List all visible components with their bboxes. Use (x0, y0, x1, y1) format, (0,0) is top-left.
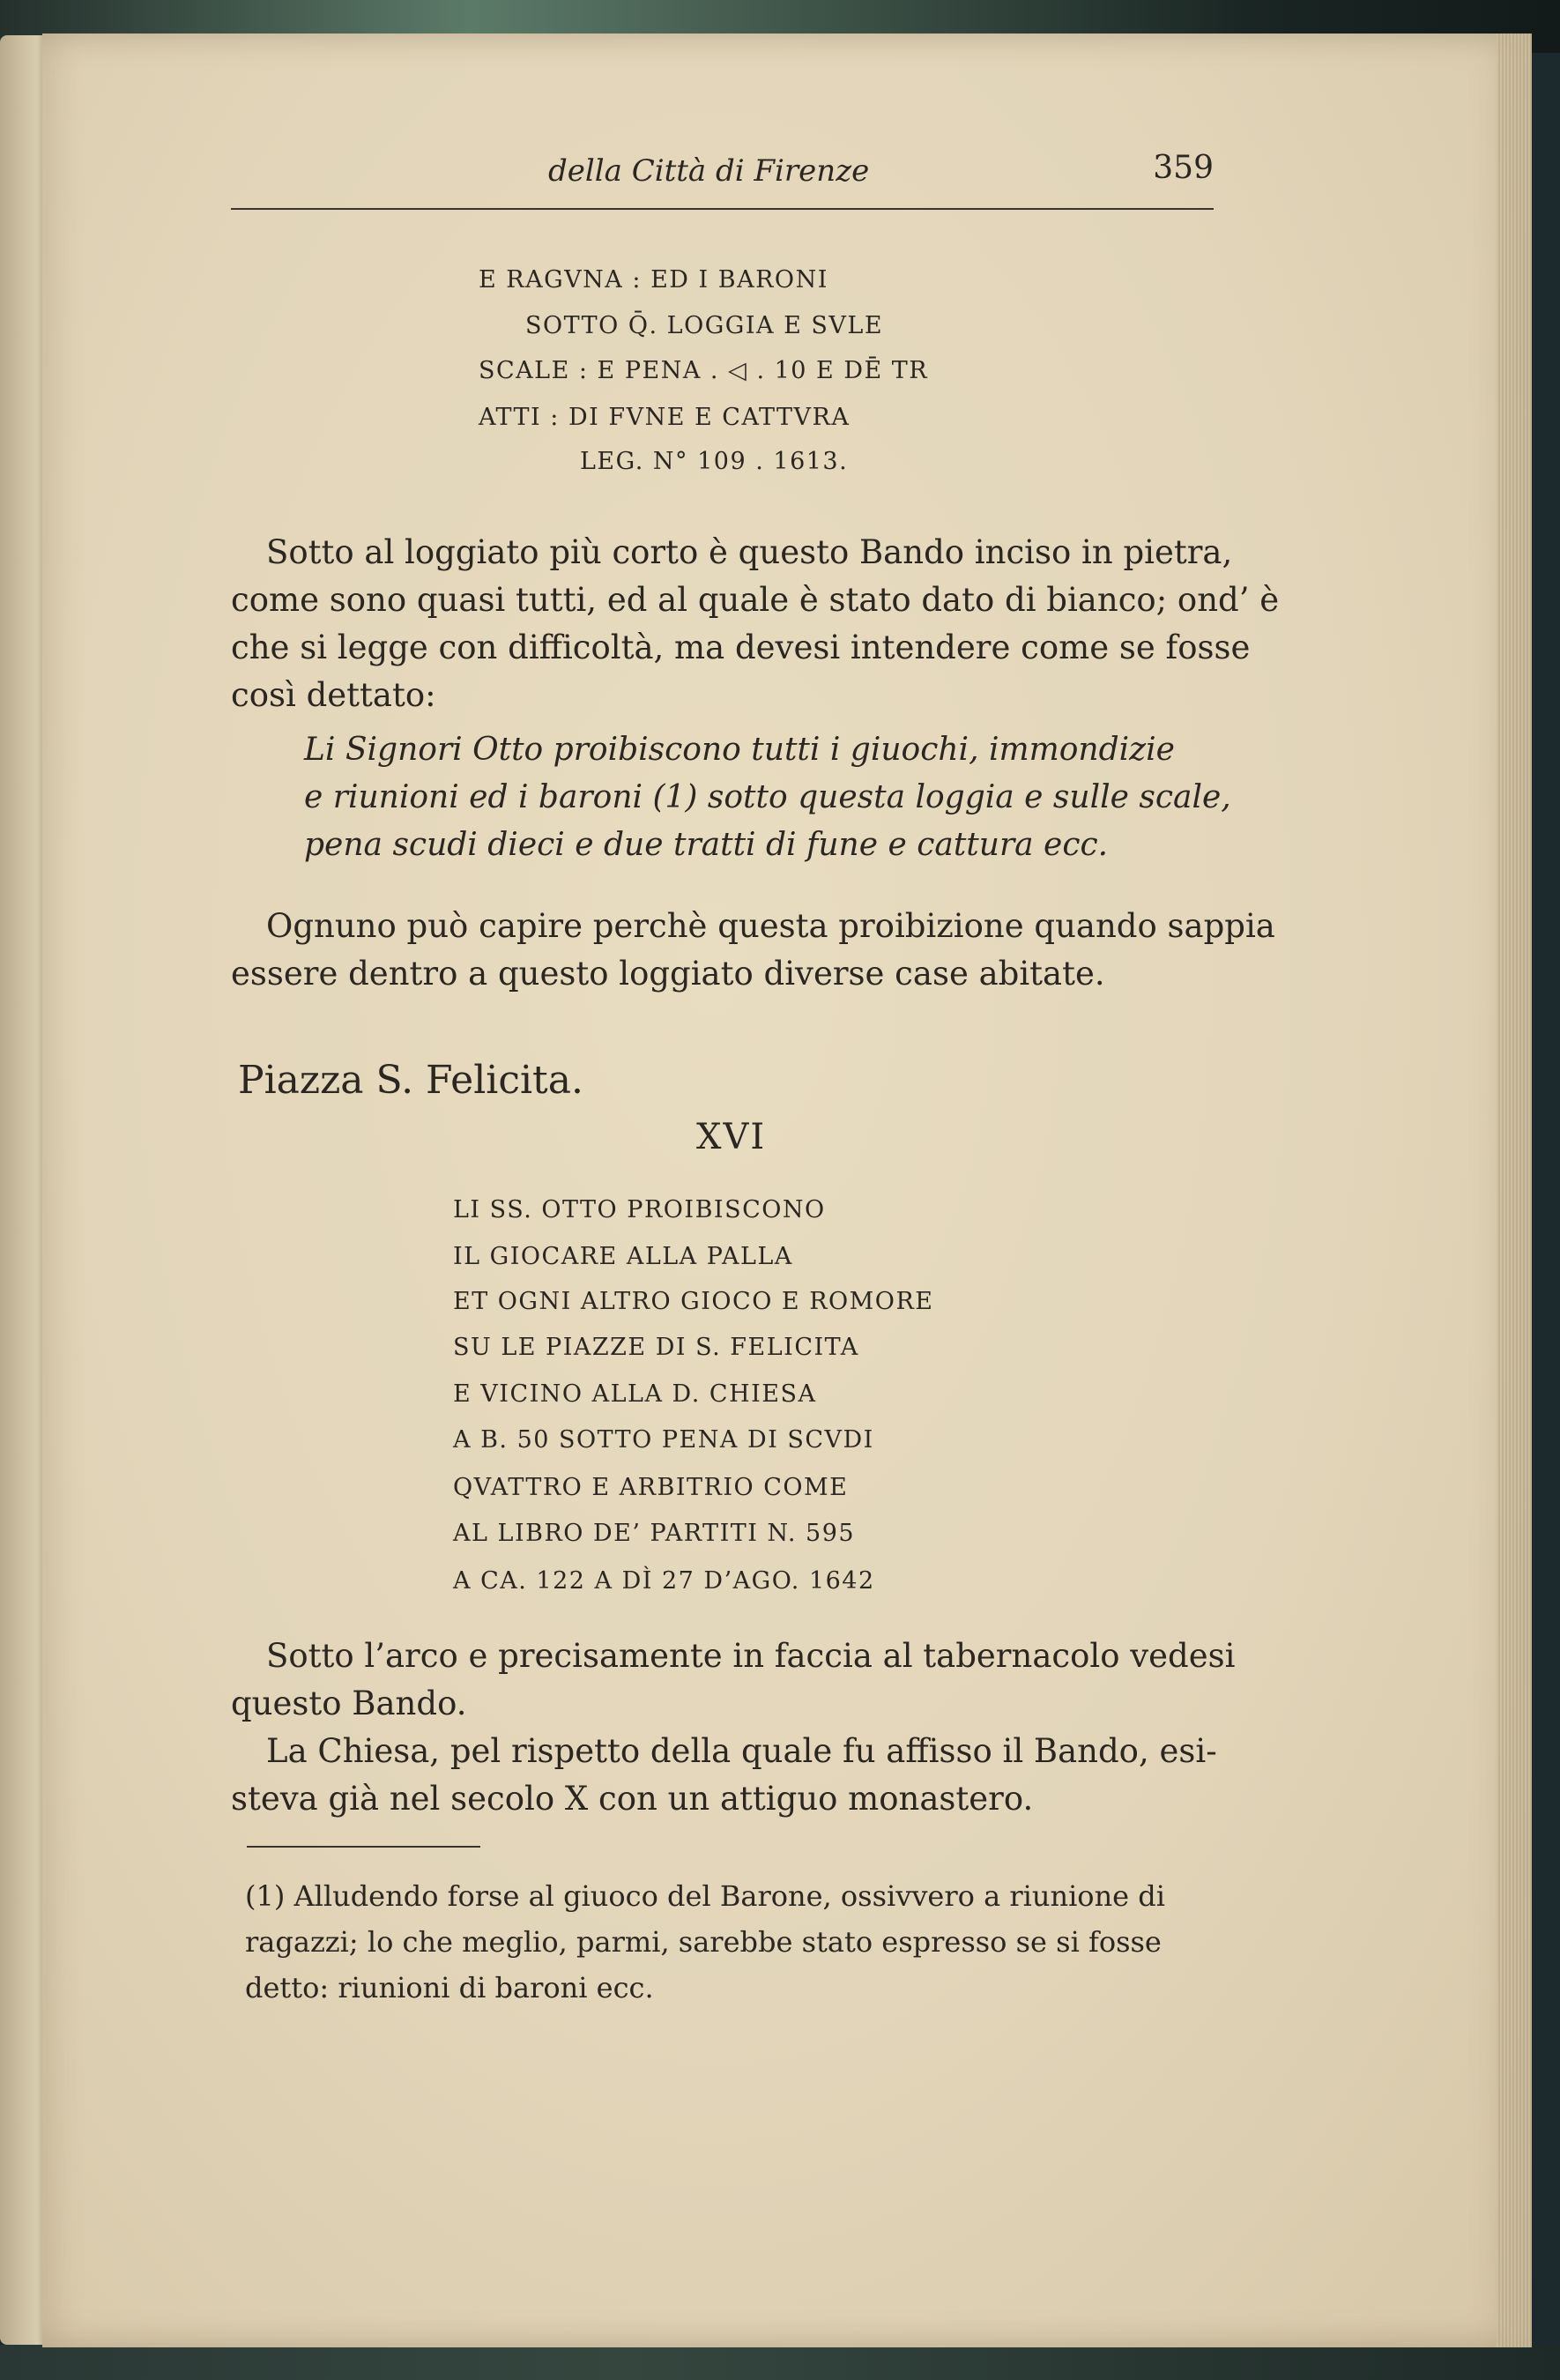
inscription-1-line: ATTI : DI FVNE E CATTVRA (479, 404, 851, 431)
page-edges (1497, 33, 1532, 2347)
text-line: come sono quasi tutti, ed al quale è stato dato di bianco; ond’ è (231, 581, 1280, 619)
footnote-line: ragazzi; lo che meglio, parmi, sarebbe stato espresso se si fosse (245, 1925, 1162, 1959)
text-line: questo Bando. (231, 1685, 467, 1722)
footnote-divider (247, 1846, 480, 1848)
running-head-title: della Città di Firenze (548, 153, 870, 189)
inscription-1-line: SOTTO Q̄. LOGGIA E SVLE (525, 312, 884, 339)
paragraph-4 (231, 1728, 1227, 1823)
inscription-2-line: E VICINO ALLA D. CHIESA (453, 1380, 817, 1408)
paragraph-2 (231, 903, 1275, 998)
inscription-2-line: SU LE PIAZZE DI S. FELICITA (453, 1334, 859, 1361)
inscription-2-line: QVATTRO E ARBITRIO COME (453, 1474, 849, 1501)
text-line: Sotto al loggiato più corto è questo Bando inciso in pietra, (266, 533, 1233, 571)
inscription-1-line: E RAGVNA : ED I BARONI (479, 266, 828, 294)
translation-block (304, 726, 1231, 869)
footnote-line: detto: riunioni di baroni ecc. (245, 1971, 654, 2004)
text-line: essere dentro a questo loggiato diverse case abitate. (231, 955, 1105, 993)
inscription-2-line: A CA. 122 A DÌ 27 D’AGO. 1642 (453, 1567, 875, 1595)
text-line: e riunioni ed i baroni (1) sotto questa loggia e sulle scale, (304, 779, 1231, 815)
page-number: 359 (1153, 150, 1214, 186)
inscription-2-line: AL LIBRO DE’ PARTITI N. 595 (453, 1520, 856, 1547)
text-line: Li Signori Otto proibiscono tutti i giuochi, immondizie (304, 732, 1175, 768)
text-line: steva già nel secolo X con un attiguo monastero. (231, 1780, 1034, 1818)
text-line: Ognuno può capire perchè questa proibizione quando sappia (266, 907, 1275, 945)
background-fabric-bottom (0, 2345, 1560, 2380)
text-line: La Chiesa, pel rispetto della quale fu affisso il Bando, esi- (266, 1732, 1217, 1770)
section-heading: Piazza S. Felicita. (238, 1058, 583, 1103)
footnote (245, 1873, 1165, 2011)
paragraph-3 (231, 1633, 1236, 1728)
text-line: Sotto l’arco e precisamente in faccia al tabernacolo vedesi (266, 1637, 1236, 1675)
section-number: XVI (696, 1117, 767, 1157)
text-line: pena scudi dieci e due tratti di fune e cattura ecc. (304, 827, 1109, 863)
footnote-line: (1) Alludendo forse al giuoco del Barone, ossivvero a riunione di (245, 1879, 1165, 1913)
running-head (231, 150, 1214, 210)
paragraph-1 (231, 529, 1280, 719)
inscription-1-line: SCALE : E PENA . ◁ . 10 E DĒ TR (479, 357, 929, 384)
inscription-2-line: LI SS. OTTO PROIBISCONO (453, 1196, 826, 1223)
inscription-1-reference: LEG. N° 109 . 1613. (580, 448, 849, 475)
inscription-2-line: ET OGNI ALTRO GIOCO E ROMORE (453, 1288, 934, 1315)
text-line: così dettato: (231, 676, 436, 714)
inscription-2-line: A B. 50 SOTTO PENA DI SCVDI (453, 1426, 874, 1454)
text-line: che si legge con difficoltà, ma devesi intendere come se fosse (231, 628, 1251, 666)
inscription-2-line: IL GIOCARE ALLA PALLA (453, 1243, 793, 1270)
